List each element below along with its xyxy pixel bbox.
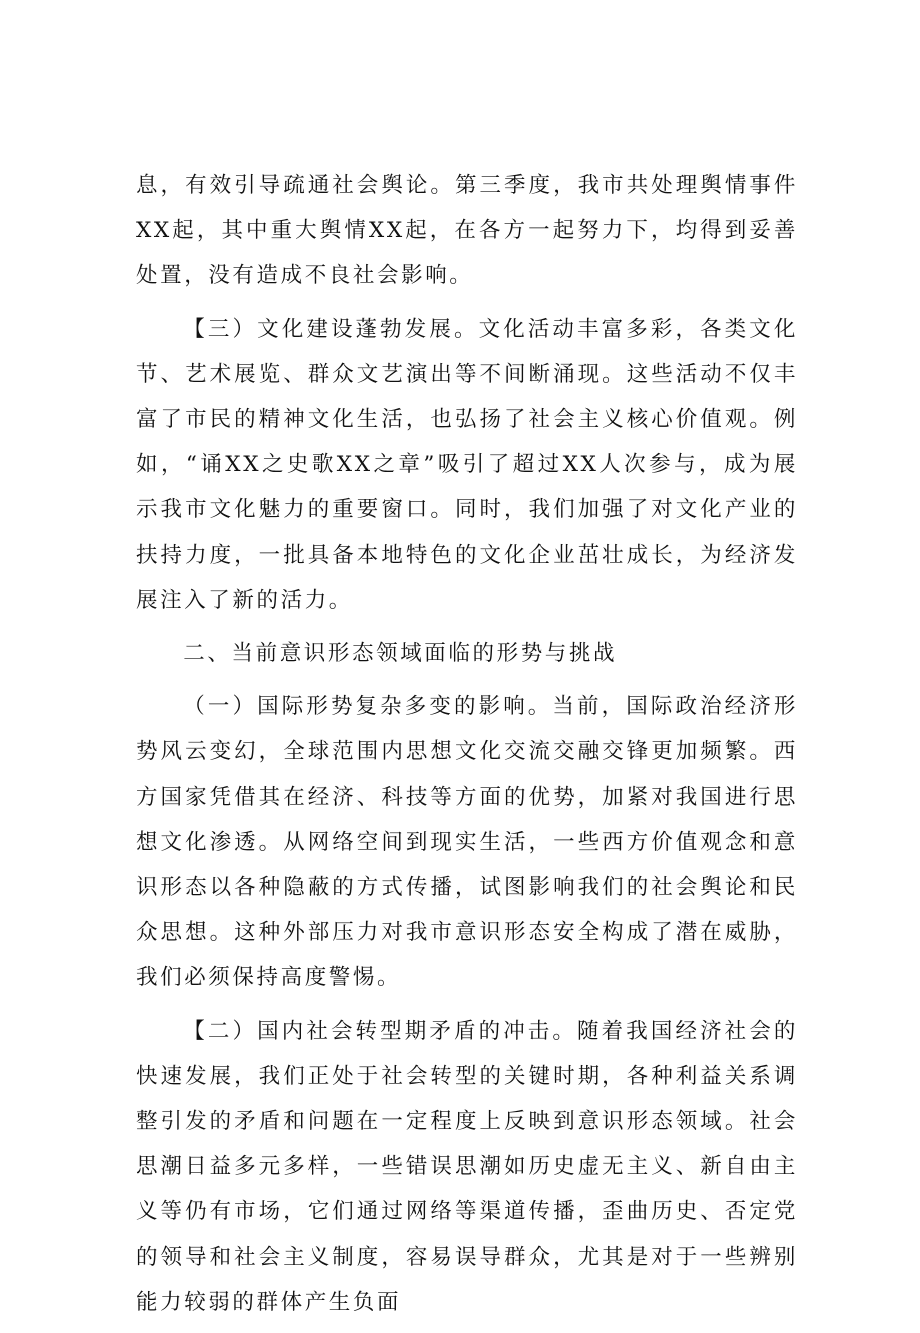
document-body <box>136 163 798 1333</box>
paragraph-domestic-transition: 【二）国内社会转型期矛盾的冲击。随着我国经济社会的快速发展，我们正处于社会转型的关键时期，各种利益关系调整引发的矛盾和问题在一定程度上反映到意识形态领域。社会思潮日益多元多样，一些错误思潮如历史虚无主义、新自由主义等仍有市场，它们通过网络等渠道传播，歪曲历史、否定党的领导和社会主义制度，容易误导群众，尤其是对于一些辨别能力较弱的群体产生负面 <box>136 1018 798 1315</box>
paragraph-public-opinion-continued: 息，有效引导疏通社会舆论。第三季度，我市共处理舆情事件XX起，其中重大舆情XX起，在各方一起努力下，均得到妥善处置，没有造成不良社会影响。 <box>136 173 798 289</box>
paragraph-international-situation: （一）国际形势复杂多变的影响。当前，国际政治经济形势风云变幻，全球范围内思想文化交流交融交锋更加频繁。西方国家凭借其在经济、科技等方面的优势，加紧对我国进行思想文化渗透。从网络空间到现实生活，一些西方价值观念和意识形态以各种隐蔽的方式传播，试图影响我们的社会舆论和民众思想。这种外部压力对我市意识形态安全构成了潜在威胁，我们必须保持高度警惕。 <box>136 694 798 991</box>
paragraph-culture-development: 【三）文化建设蓬勃发展。文化活动丰富多彩，各类文化节、艺术展览、群众文艺演出等不间断涌现。这些活动不仅丰富了市民的精神文化生活，也弘扬了社会主义核心价值观。例如，“诵XX之史歌XX之章”吸引了超过XX人次参与，成为展示我市文化魅力的重要窗口。同时，我们加强了对文化产业的扶持力度，一批具备本地特色的文化企业茁壮成长，为经济发展注入了新的活力。 <box>136 316 798 613</box>
section-heading-situation-challenges: 二、当前意识形态领域面临的形势与挑战 <box>183 641 618 667</box>
